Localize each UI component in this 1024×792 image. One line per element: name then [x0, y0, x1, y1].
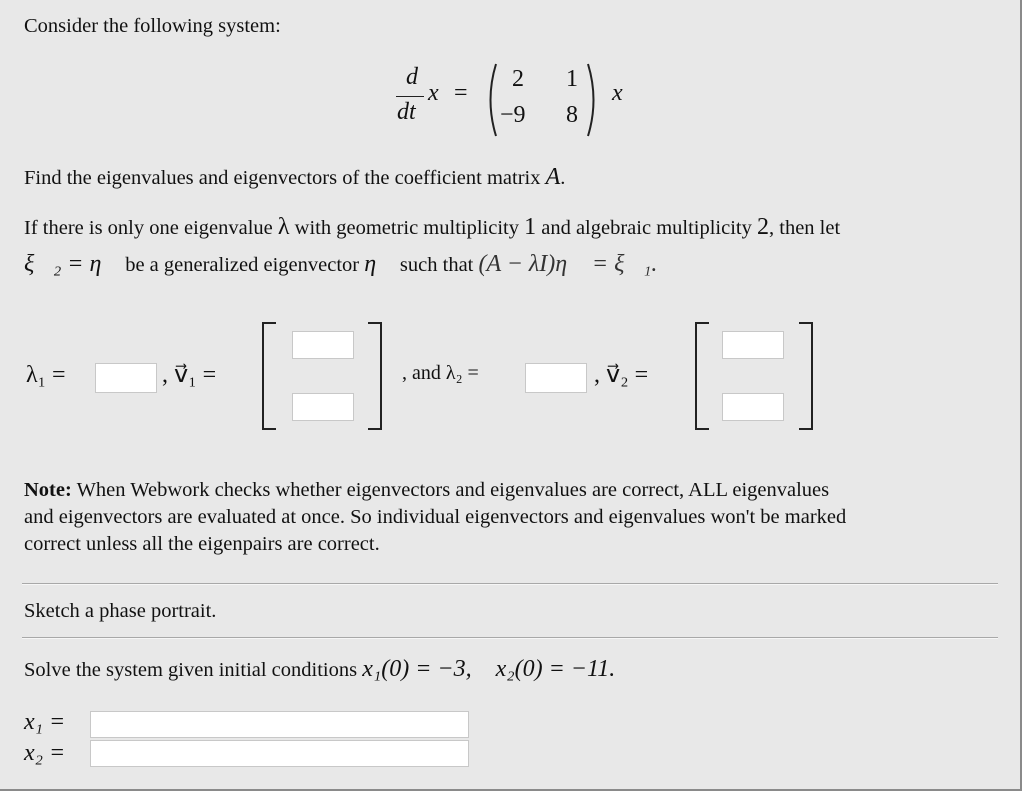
equals-sign: = — [454, 80, 468, 106]
cond-text-b: with geometric multiplicity — [294, 217, 519, 239]
v1-label: , v⃗₁ = — [162, 362, 217, 388]
cond-text-f: such that — [399, 254, 474, 276]
lambda-symbol: λ — [277, 214, 290, 240]
divider-1 — [22, 583, 998, 585]
condition-line-2 — [24, 251, 657, 279]
matrix-a21: −9 — [500, 102, 526, 128]
x2-input[interactable] — [90, 740, 469, 767]
lambda1-input[interactable] — [95, 363, 157, 393]
lambda2-label: , and λ₂ = — [402, 362, 479, 384]
matrix-a12: 1 — [566, 66, 578, 92]
divider-2 — [22, 637, 998, 639]
v1-left-bracket — [262, 322, 276, 430]
solve-instruction — [24, 656, 615, 684]
find-end: . — [560, 167, 566, 189]
note-line-3: correct unless all the eigenpairs are correct. — [24, 533, 380, 555]
note-label: Note: — [24, 479, 72, 501]
intro-text: Consider the following system: — [24, 15, 281, 37]
find-text: Find the eigenvalues and eigenvectors of the coefficient matrix — [24, 167, 541, 189]
v1-top-input[interactable] — [292, 331, 354, 359]
matrix-a22: 8 — [566, 102, 578, 128]
left-paren — [484, 62, 498, 138]
v2-label: , v⃗₂ = — [594, 362, 649, 388]
x2-label: x₂ = — [24, 740, 66, 766]
v2-left-bracket — [695, 322, 709, 430]
vector-x: x⃗ — [428, 80, 458, 106]
note-text-1: When Webwork checks whether eigenvectors and eigenvalues are correct, ALL eigenvalues — [76, 479, 830, 501]
cond-text-d: , then let — [769, 217, 841, 239]
cond-text-a: If there is only one eigenvalue — [24, 217, 273, 239]
xi2-eq-eta: ξ⃗₂ = η⃗ — [24, 251, 121, 277]
matrix-a11: 2 — [512, 66, 524, 92]
solve-text: Solve the system given initial conditions — [24, 659, 358, 681]
algebraic-mult: 2 — [757, 214, 769, 240]
eta-symbol: η⃗ — [364, 251, 395, 277]
derivative-denominator: dt — [397, 99, 416, 125]
cond-text-c: and algebraic multiplicity — [541, 217, 752, 239]
sketch-instruction: Sketch a phase portrait. — [24, 600, 217, 622]
note-line-1 — [24, 479, 829, 503]
v2-bottom-input[interactable] — [722, 393, 784, 421]
initial-conditions: x₁(0) = −3, x₂(0) = −11. — [362, 656, 616, 682]
note-line-2: and eigenvectors are evaluated at once. So individual eigenvectors and eigenvalues won't be marked — [24, 506, 847, 528]
condition-line-1 — [24, 214, 840, 242]
v1-right-bracket — [368, 322, 382, 430]
matrix-symbol: A — [545, 164, 561, 190]
fraction-bar — [396, 96, 424, 97]
x1-input[interactable] — [90, 711, 469, 738]
lambda2-input[interactable] — [525, 363, 587, 393]
geometric-mult: 1 — [524, 214, 537, 240]
lambda1-label: λ₁ = — [26, 362, 66, 388]
find-instruction — [24, 164, 565, 192]
cond-text-e: be a generalized eigenvector — [125, 254, 360, 276]
x1-label: x₁ = — [24, 709, 66, 735]
v2-right-bracket — [799, 322, 813, 430]
right-paren — [586, 62, 600, 138]
derivative-numerator: d — [406, 64, 418, 90]
v2-top-input[interactable] — [722, 331, 784, 359]
generalized-equation: (A − λI)η⃗ = ξ⃗₁. — [478, 251, 658, 277]
vector-x-rhs: x⃗ — [612, 80, 642, 106]
v1-bottom-input[interactable] — [292, 393, 354, 421]
